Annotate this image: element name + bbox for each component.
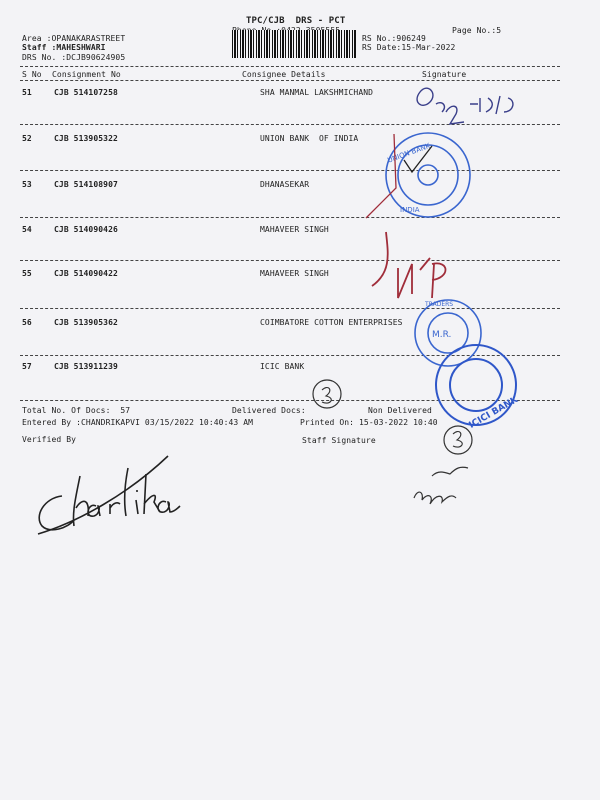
area-field: Area :OPANAKARASTREET: [22, 34, 126, 43]
icici-stamp: [436, 345, 521, 431]
svg-text:UNION BANK: UNION BANK: [386, 141, 432, 165]
signature-row52: [366, 134, 396, 218]
row-consignee: ICIC BANK: [260, 362, 305, 371]
total-docs: Total No. Of Docs: 57: [22, 406, 131, 415]
row-consignee: MAHAVEER SINGH: [260, 269, 329, 278]
col-header-consignee: Consignee Details: [242, 70, 326, 79]
row-consignee: SHA MANMAL LAKSHMICHAND: [260, 88, 374, 97]
verifier-signature: [38, 456, 180, 534]
row-sno: 54: [22, 225, 32, 234]
svg-text:INDIA: INDIA: [400, 206, 420, 214]
row-consignment: CJB 513905362: [54, 318, 118, 327]
np-note: [372, 232, 446, 298]
row-consignee: DHANASEKAR: [260, 180, 310, 189]
row-consignment: CJB 513905322: [54, 134, 118, 143]
row-sno: 52: [22, 134, 32, 143]
row-consignment: CJB 514090422: [54, 269, 118, 278]
row-consignment: CJB 513911239: [54, 362, 118, 371]
col-header-sno: S No: [22, 70, 42, 79]
entered-by: Entered By :CHANDRIKAPVI 03/15/2022 10:40:43 AM: [22, 418, 254, 427]
page-number: Page No.:5: [452, 26, 502, 35]
col-header-signature: Signature: [422, 70, 467, 79]
row-sno: 56: [22, 318, 32, 327]
col-header-consignment: Consignment No: [52, 70, 121, 79]
row-sno: 51: [22, 88, 32, 97]
signature-row51: [417, 88, 513, 124]
verified-by-label: Verified By: [22, 435, 77, 444]
document-title: TPC/CJB DRS - PCT: [246, 16, 346, 26]
row-consignment: CJB 514090426: [54, 225, 118, 234]
svg-text:ICICI BANK: ICICI BANK: [467, 394, 520, 431]
staff-signature-label: Staff Signature: [302, 436, 376, 445]
row-sno: 53: [22, 180, 32, 189]
rs-number: RS No.:906249: [362, 34, 426, 43]
staff-field: Staff :MAHESHWARI: [22, 43, 106, 52]
circled-mark: [313, 380, 341, 408]
row-sno: 55: [22, 269, 32, 278]
union-bank-stamp: [386, 133, 470, 217]
row-consignee: UNION BANK OF INDIA: [260, 134, 359, 143]
row-consignee: COIMBATORE COTTON ENTERPRISES: [260, 318, 403, 327]
row-consignment: CJB 514107258: [54, 88, 118, 97]
drs-number: DRS No. :DCJB90624905: [22, 53, 126, 62]
scribble-signature: [414, 492, 456, 504]
svg-text:TRADERS: TRADERS: [425, 301, 454, 308]
printed-on: Printed On: 15-03-2022 10:40: [300, 418, 438, 427]
delivered-docs: Delivered Docs:: [232, 406, 306, 415]
svg-text:M.R.: M.R.: [432, 330, 452, 340]
row-consignment: CJB 514108907: [54, 180, 118, 189]
row-consignee: MAHAVEER SINGH: [260, 225, 329, 234]
non-delivered-docs: Non Delivered: [368, 406, 432, 415]
row-sno: 57: [22, 362, 32, 371]
rs-date: RS Date:15-Mar-2022: [362, 43, 456, 52]
